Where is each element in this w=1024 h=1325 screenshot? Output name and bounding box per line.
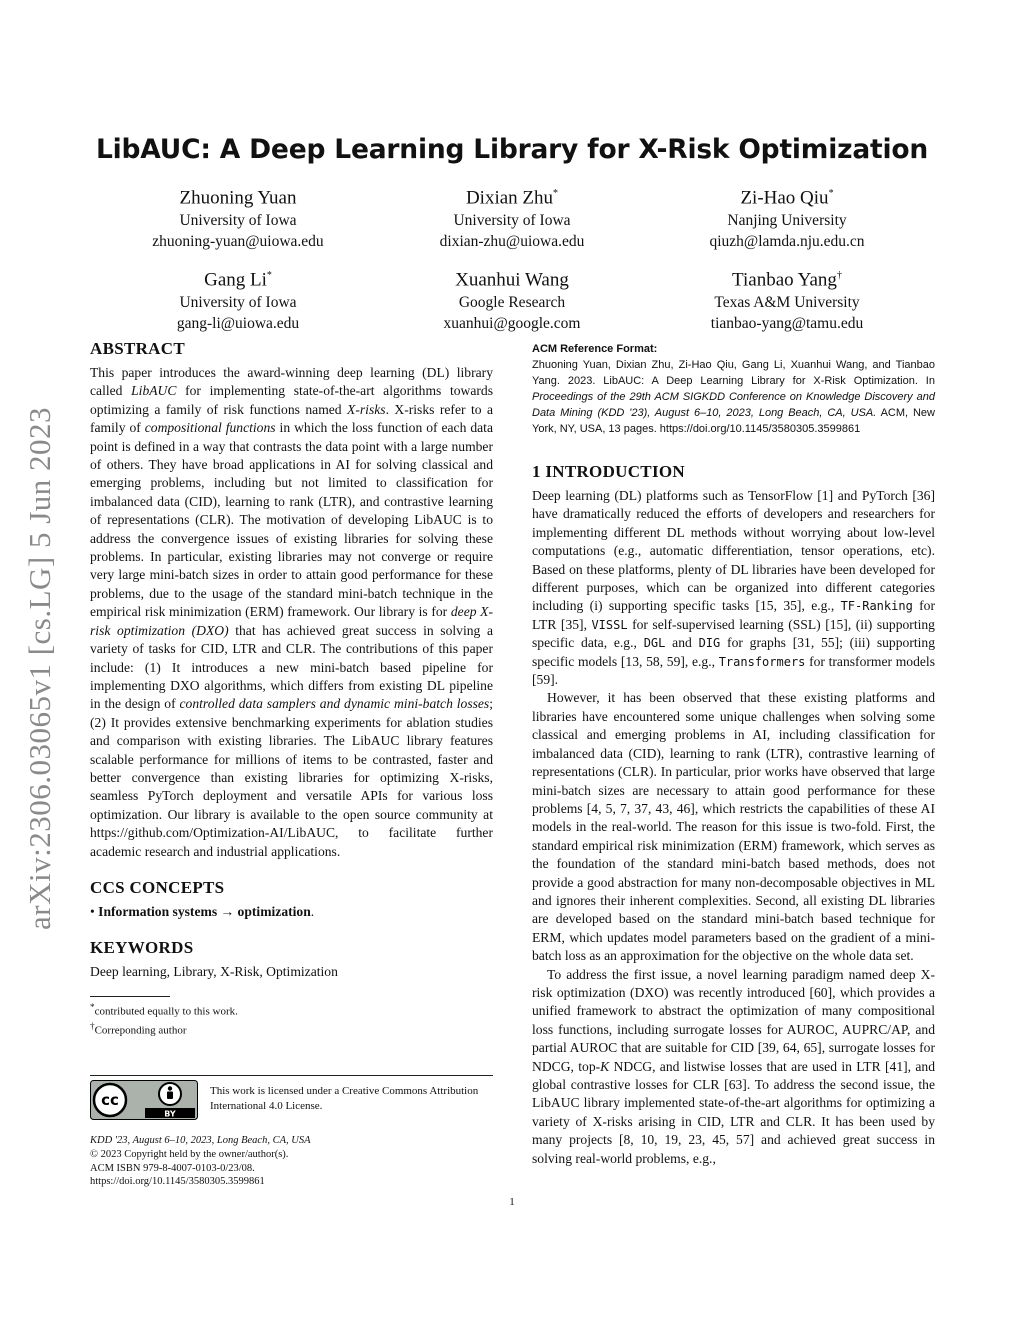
isbn-line: ACM ISBN 979-8-4007-0103-0/23/08. xyxy=(90,1162,255,1174)
footnote-rule xyxy=(90,996,170,997)
author-email: qiuzh@lamda.nju.edu.cn xyxy=(709,233,865,251)
paper-title: LibAUC: A Deep Learning Library for X-Risk Optimization xyxy=(95,134,929,165)
ccs-concept: • Information systems → optimization. xyxy=(90,903,315,919)
license-text: This work is licensed under a Creative Commons Attribution International 4.0 License. xyxy=(210,1085,479,1112)
author-email: gang-li@uiowa.edu xyxy=(176,315,300,333)
ccs-heading: CCS CONCEPTS xyxy=(90,877,225,897)
author-name: Xuanhui Wang xyxy=(455,269,569,291)
copyright-line: © 2023 Copyright held by the owner/author(s). xyxy=(90,1148,289,1160)
author-affiliation: Google Research xyxy=(458,294,566,312)
cc-text: cc xyxy=(101,1091,119,1109)
author-block xyxy=(362,263,662,334)
author-name: Gang Li xyxy=(204,269,267,291)
acm-ref-text: Zhuoning Yuan, Dixian Zhu, Zi-Hao Qiu, Gang Li, Xuanhui Wang, and Tianbao Yang. 2023. LibAUC: A Deep Learning Library for X-Risk Optimization. In Proceedings of the 29th ACM SIGKDD Conference on Knowledge Discovery and Data Mining (KDD '23), August 6–10, 2023, Long Beach, CA, USA. ACM, New York, NY, USA, 13 pages. https://doi.org/10.1145/3580305.3599861 xyxy=(532,359,935,435)
conference-info xyxy=(90,1134,490,1189)
author-name: Dixian Zhu xyxy=(465,187,554,209)
author-email: xuanhui@google.com xyxy=(443,315,581,333)
author-block xyxy=(637,181,937,252)
by-text: BY xyxy=(164,1109,176,1119)
footnote: †Correponding author xyxy=(90,1021,187,1038)
author-affiliation: University of Iowa xyxy=(179,212,297,230)
abstract-text: This paper introduces the award-winning deep learning (DL) library called LibAUC for implementing state-of-the-art algorithms towards optimizing a family of risk functions named X-risks. X-risks refer to a family of compositional functions in which the loss function of each data point is defined in a way that contrasts the data point with a large number of others. They have broad applications in AI for solving classical and emerging problems, including but not limited to classification for imbalanced data (CID), learning to rank (LTR), and contrastive learning of representations (CLR). The motivation of developing LibAUC is to address the convergence issues of existing libraries for solving these problems. In particular, existing libraries may not converge or require very large mini-batch sizes in order to attain good performance for these problems, due to the usage of the standard mini-batch technique in the empirical risk minimization (ERM) framework. Our library is for deep X-risk optimization (DXO) that has achieved great success in solving a variety of tasks for CID, LTR and CLR. The contributions of this paper include: (1) It introduces a new mini-batch based pipeline for implementing DXO algorithms, which differs from existing DL pipeline in the design of controlled data samplers and dynamic mini-batch losses; (2) It provides extensive benchmarking experiments for ablation studies and comparison with existing libraries. The LibAUC library features scalable performance for millions of items to be contrasted, faster and better convergence than existing libraries for optimizing X-risks, seamless PyTorch deployment and versatile APIs for various loss optimization. Our library is available to the open source community at https://github.com/Optimization-AI/LibAUC, to facilitate further academic research and industrial applications. xyxy=(90,365,494,859)
author-affiliation: University of Iowa xyxy=(453,212,571,230)
intro-paragraph: Deep learning (DL) platforms such as TensorFlow [1] and PyTorch [36] have dramatically reduced the efforts of developers and researchers for implementing different DL methods without worrying about low-level computations (e.g., automatic differentiation, tensor operations, etc). Based on these platforms, plenty of DL libraries have been developed for different purposes, which can be organized into different categories including (i) supporting specific tasks [15, 35], e.g., TF-Ranking for LTR [35], VISSL for self-supervised learning (SSL) [15], (ii) supporting specific data, e.g., DGL and DIG for graphs [31, 55]; (iii) supporting specific models [13, 58, 59], e.g., Transformers for transformer models [59]. xyxy=(532,488,936,688)
author-affiliation: University of Iowa xyxy=(179,294,297,312)
right-column xyxy=(532,343,935,1168)
keywords-heading: KEYWORDS xyxy=(90,938,194,958)
author-affiliation: Nanjing University xyxy=(727,212,847,230)
author-mark: † xyxy=(836,270,842,281)
footnote: *contributed equally to this work. xyxy=(90,1001,238,1018)
keywords-text: Deep learning, Library, X-Risk, Optimization xyxy=(90,964,338,980)
intro-paragraph: To address the first issue, a novel learning paradigm named deep X-risk optimization (DXO) was recently introduced [60], which provides a unified framework to abstract the optimization of many compositional loss functions, including surrogate losses for AUROC, AUPRC/AP, and partial AUROC that are suitable for CID [39, 64, 65], surrogate losses for NDCG, top-K NDCG, and listwise losses that are used in LTR [41], and global contrastive losses for CLR [63]. To address the second issue, the LibAUC library implemented state-of-the-art algorithms for optimizing a variety of X-risks arising in CID, LTR and CLR. It has been used by many projects [8, 10, 19, 23, 45, 57] and achieved great success in solving real-world problems, e.g., xyxy=(532,966,935,1166)
author-affiliation: Texas A&M University xyxy=(714,294,860,312)
author-block xyxy=(362,181,662,252)
doi-line: https://doi.org/10.1145/3580305.3599861 xyxy=(90,1176,265,1188)
left-column xyxy=(90,339,493,1039)
cc-by-logo xyxy=(90,1080,198,1120)
author-name: Tianbao Yang xyxy=(732,269,837,291)
intro-heading: 1 INTRODUCTION xyxy=(532,462,685,481)
author-name: Zi-Hao Qiu xyxy=(740,187,829,209)
author-mark: * xyxy=(828,188,834,199)
abstract-heading: ABSTRACT xyxy=(90,339,185,358)
intro-paragraph: However, it has been observed that these existing platforms and libraries have encountered some unique challenges when solving some classical and emerging problems in AI, including classification for imbalanced data (CID), learning to rank (LTR), contrastive learning of representations (CLR). In particular, prior works have observed that large mini-batch sizes are necessary to attain good performance for these problems [4, 5, 7, 37, 43, 46], which restricts the capabilities of these AI models in the real-world. The reason for this issue is two-fold. First, the standard empirical risk minimization (ERM) framework, which serves as the foundation of the standard mini-batch based methods, does not provide a good abstraction for many non-decomposable objectives in ML and ignores their inherent complexities. Second, all existing DL libraries are developed based on the standard mini-batch based technique for ERM, which updates model parameters based on the gradient of a mini-batch loss as an approximation for the objective on the whole data set. xyxy=(532,690,935,964)
author-mark: * xyxy=(553,188,559,199)
arxiv-stamp: arXiv:2306.03065v1 [cs.LG] 5 Jun 2023 xyxy=(22,406,57,930)
author-name: Zhuoning Yuan xyxy=(179,187,297,209)
license-block xyxy=(90,1075,493,1119)
author-email: zhuoning-yuan@uiowa.edu xyxy=(152,233,324,251)
page-number: 1 xyxy=(509,1196,515,1208)
author-mark: * xyxy=(266,270,272,281)
author-email: dixian-zhu@uiowa.edu xyxy=(439,233,585,251)
author-block xyxy=(88,181,388,252)
author-email: tianbao-yang@tamu.edu xyxy=(710,315,864,333)
author-block xyxy=(637,263,937,334)
acm-ref-heading: ACM Reference Format: xyxy=(532,343,658,355)
conference-line: KDD '23, August 6–10, 2023, Long Beach, CA, USA xyxy=(90,1135,311,1146)
author-block xyxy=(88,263,388,334)
